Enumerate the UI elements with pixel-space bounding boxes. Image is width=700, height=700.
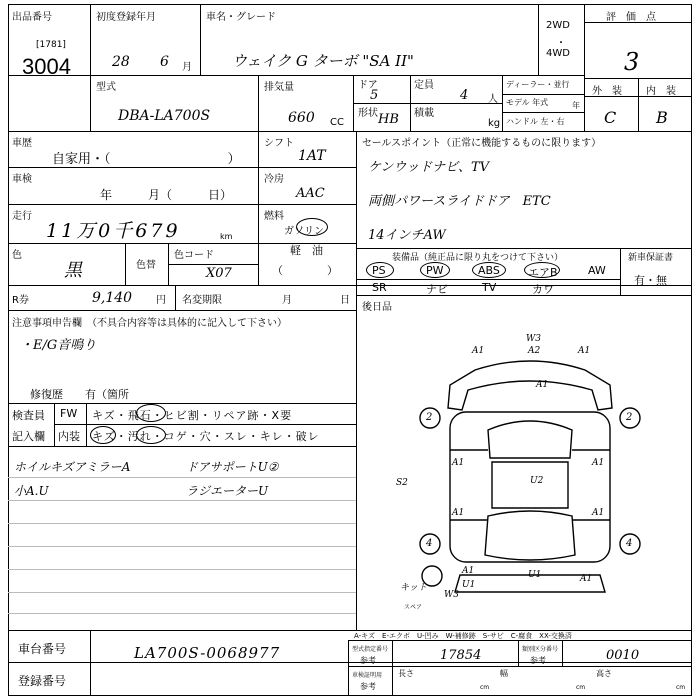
handle-label: ハンドル 左・右 — [506, 117, 565, 126]
mark-2-right: 2 — [626, 412, 633, 423]
equip-navi: ナビ — [426, 283, 448, 296]
mileage-value: 11万0千679 — [46, 220, 181, 242]
seats-value: 4 — [460, 88, 469, 103]
type-cert-value: 17854 — [440, 648, 482, 663]
recycle-label: R券 — [12, 295, 29, 306]
drive-dot: ・ — [556, 38, 566, 49]
type-cert-label: 型式指定番号 — [352, 646, 389, 653]
history-label: 車歴 — [12, 138, 32, 149]
mark-a1-top-right: A1 — [578, 346, 591, 356]
mark-4-left: 4 — [426, 538, 433, 549]
width-label: 幅 — [500, 669, 508, 678]
equip-ps-circle — [366, 262, 394, 278]
mark-w3-top: W3 — [526, 334, 541, 344]
ac-label: 冷房 — [264, 174, 284, 185]
equipment-label: 装備品（純正品に限り丸をつけて下さい） — [392, 253, 564, 263]
mark-a2-top: A2 — [528, 346, 541, 356]
fuel-other: （ ） — [272, 264, 338, 277]
mark-a1-hood: A1 — [536, 380, 549, 390]
equip-pw-circle — [420, 262, 450, 278]
equip-pw: PW — [426, 264, 444, 277]
chassis-value: LA700S-0068977 — [134, 644, 281, 662]
border-bottom — [8, 695, 692, 696]
first-reg-year: 28 — [112, 54, 130, 70]
mark-a1-left-door: A1 — [452, 458, 465, 468]
mark-spare: スペア — [404, 604, 423, 611]
damage-legend: A-キズ E-エクボ U-凹み W-補修跡 S-サビ C-腐食 XX-交換済 — [354, 632, 572, 640]
mileage-label: 走行 — [12, 211, 32, 222]
dealer-label: ディーラー・並行 — [506, 80, 570, 89]
int-text: キズ・汚れ・コゲ・穴・スレ・キレ・破レ — [92, 430, 320, 443]
name-change-day: 日 — [340, 295, 350, 306]
border-right — [691, 4, 692, 696]
displacement-value: 660 — [288, 110, 315, 126]
warranty-value: 有・無 — [634, 274, 667, 287]
exterior-grade: C — [604, 108, 617, 127]
class-ref: 参考 — [530, 656, 546, 665]
seats-unit: 人 — [488, 94, 498, 105]
width-unit: cm — [576, 684, 586, 691]
fw-mark-circle — [136, 404, 166, 422]
first-reg-month-unit: 月 — [182, 62, 192, 73]
model-label: 型式 — [96, 82, 116, 93]
mark-u2-roof: U2 — [530, 476, 544, 486]
inspection-value: 年 月（ 日） — [100, 188, 233, 202]
equip-ps: PS — [372, 264, 386, 277]
equip-leather: カワ — [532, 283, 554, 296]
mark-u1-rear-left: U1 — [462, 580, 476, 590]
notes-label: 注意事項申告欄 （不具合内容等は具体的に記入して下さい） — [12, 318, 287, 329]
length-label: 長さ — [398, 669, 414, 678]
equip-abs-circle — [472, 262, 506, 278]
remark-right-1: ドアサポートU② — [186, 460, 279, 474]
remark-left-2: 小A.U — [14, 484, 49, 498]
int-mark-circle-2 — [136, 426, 166, 444]
remark-left-1: ホイルキズアミラーA — [14, 460, 131, 474]
mark-4-right: 4 — [626, 538, 633, 549]
inspection-label: 車検 — [12, 174, 32, 185]
remark-right-2: ラジエーターU — [186, 484, 269, 498]
color-label: 色 — [12, 250, 22, 261]
doors-label: ドア — [358, 80, 378, 91]
height-label: 高さ — [596, 669, 612, 678]
displacement-unit: CC — [330, 117, 344, 128]
equip-tv: TV — [482, 281, 497, 294]
equip-abs: ABS — [478, 264, 500, 277]
drive-4wd: 4WD — [546, 48, 570, 59]
lot-label: 出品番号 — [12, 12, 52, 23]
fuel-gasoline-circle — [296, 218, 328, 236]
int-mark-circle-1 — [90, 426, 116, 444]
mark-a1-rear-left: A1 — [462, 566, 475, 576]
notes-line1: ・E/G音鳴り — [20, 338, 97, 353]
border-top — [8, 4, 692, 5]
mark-kit: キット — [400, 583, 427, 593]
fuel-diesel: 軽 油 — [290, 244, 323, 257]
recycle-unit: 円 — [156, 295, 166, 306]
type-cert-ref: 参考 — [360, 656, 376, 665]
equip-airbag: エアB — [528, 266, 558, 279]
score-label: 評 価 点 — [606, 12, 656, 23]
score-value: 3 — [624, 48, 640, 76]
fw-text: キズ・飛石・ヒビ割・リペア跡・X要 — [92, 409, 293, 422]
equip-airbag-circle — [524, 262, 560, 278]
mark-a1-left-rear: A1 — [452, 508, 465, 518]
model-year-label: モデル 年式 — [506, 98, 549, 107]
color-change-label: 色替 — [136, 260, 156, 271]
sales-point-1: ケンウッドナビ、TV — [368, 160, 490, 175]
sales-points-label: セールスポイント（正常に機能するものに限ります） — [362, 138, 602, 149]
shape-value: HB — [378, 112, 399, 127]
shift-value: 1AT — [298, 148, 326, 164]
doors-value: 5 — [370, 88, 379, 103]
mark-2-left: 2 — [426, 412, 433, 423]
exterior-label: 外 装 — [592, 86, 622, 97]
interior-label: 内 装 — [646, 86, 676, 97]
color-code-label: 色コード — [174, 250, 214, 261]
mark-u1-rear: U1 — [528, 570, 542, 580]
recycle-value: 9,140 — [92, 290, 133, 306]
equip-sr: SR — [372, 281, 387, 294]
model-year-unit: 年 — [572, 101, 580, 110]
ac-value: AAC — [296, 186, 325, 201]
load-unit: kg — [488, 118, 501, 129]
lot-small: [1781] — [36, 40, 66, 50]
fuel-label: 燃料 — [264, 211, 284, 222]
car-name-label: 車名・グレード — [206, 12, 276, 23]
class-label: 類別区分番号 — [522, 646, 559, 653]
new-warranty-label: 新車保証書 — [628, 253, 674, 263]
length-unit: cm — [480, 684, 490, 691]
name-change-label: 名変期限 — [182, 295, 222, 306]
load-label: 積載 — [414, 108, 434, 119]
car-name-value: ウェイク G ターボ "SA II" — [232, 52, 414, 70]
sales-point-2: 両側パワースライドドア ETC — [368, 194, 551, 209]
sales-point-3: 14インチAW — [368, 228, 446, 243]
reg-label: 登録番号 — [18, 674, 67, 688]
seats-label: 定員 — [414, 80, 434, 91]
vehicle-cert-label: 車検証明用 — [352, 672, 383, 679]
color-code-value: X07 — [206, 266, 232, 281]
fuel-gasoline: ガソリン — [284, 226, 324, 237]
rear-seat-label: 後日品 — [362, 302, 392, 313]
name-change-month: 月 — [282, 295, 292, 306]
mileage-unit: km — [220, 232, 233, 241]
mark-a1-top-left: A1 — [472, 346, 485, 356]
mark-a1-right-door: A1 — [592, 458, 605, 468]
shift-label: シフト — [264, 138, 294, 149]
interior-grade: B — [656, 108, 668, 127]
fw-label: FW — [60, 407, 78, 420]
displacement-label: 排気量 — [264, 82, 294, 93]
int-label: 内装 — [58, 430, 80, 443]
history-value: 自家用・（ ） — [52, 152, 241, 167]
equip-aw: AW — [588, 264, 606, 277]
repair-label: 修復歴 有（箇所 — [30, 388, 129, 401]
vehicle-cert-ref: 参考 — [360, 682, 376, 691]
class-value: 0010 — [606, 648, 640, 663]
mark-a1-right-rear: A1 — [592, 508, 605, 518]
chassis-label: 車台番号 — [18, 642, 67, 656]
shape-label: 形状 — [358, 108, 378, 119]
height-unit: cm — [676, 684, 686, 691]
rule — [8, 75, 584, 76]
inspector-label-2: 記入欄 — [12, 430, 45, 443]
model-value: DBA-LA700S — [118, 108, 211, 124]
mark-a1-rear-right: A1 — [580, 574, 593, 584]
mark-w3-bottom: W3 — [444, 590, 459, 600]
first-reg-month: 6 — [160, 54, 169, 70]
color-value: 黒 — [64, 260, 82, 281]
mark-s2: S2 — [396, 478, 408, 488]
inspector-label-1: 検査員 — [12, 409, 45, 422]
drive-2wd: 2WD — [546, 20, 570, 31]
first-reg-label: 初度登録年月 — [96, 12, 156, 23]
lot-number: 3004 — [22, 54, 71, 79]
